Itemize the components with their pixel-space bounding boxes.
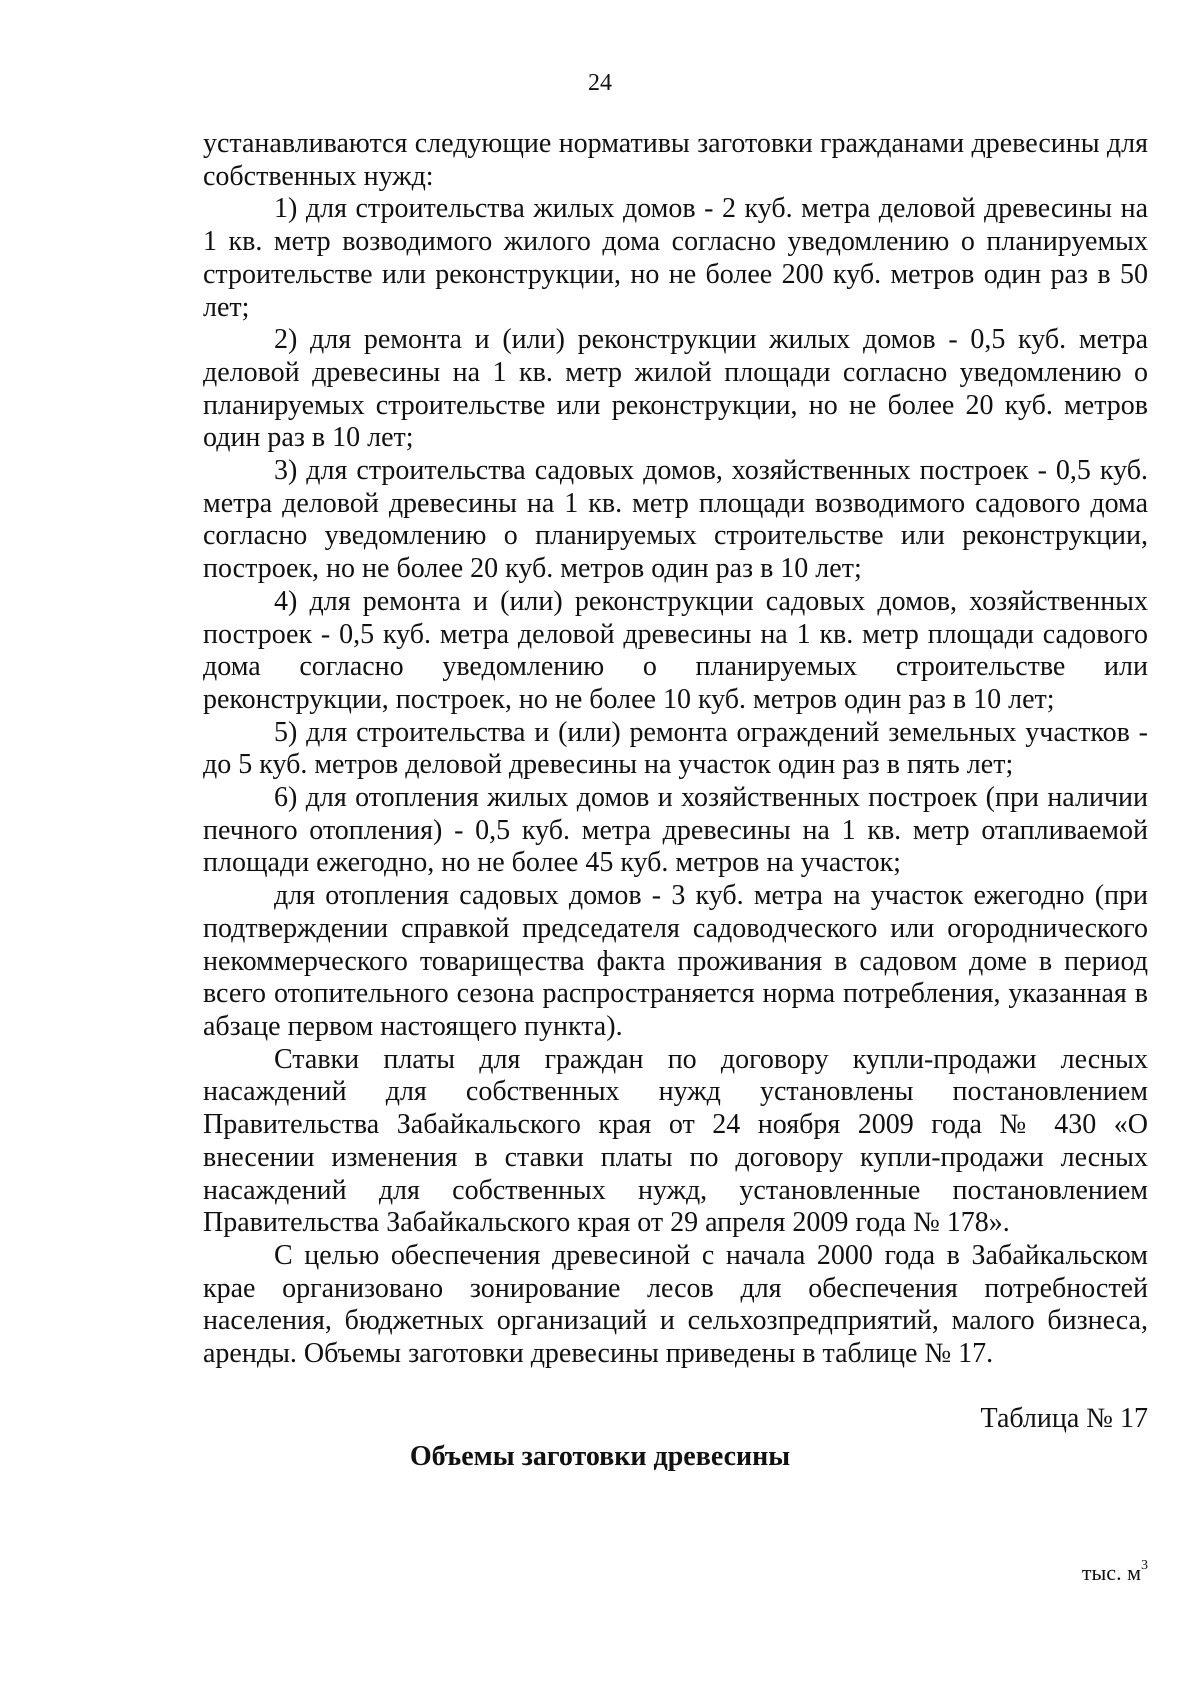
paragraph-zoning: С целью обеспечения древесиной с начала 2000 года в Забайкальском крае организовано зонирование лесов для обеспечения потребностей населения, бюджетных организаций и сельхозпредприятий, малого бизнеса, аренды. Объемы заготовки древесины приведены в таблице № 17.: [203, 1239, 1148, 1370]
units-label: [1082, 1552, 1148, 1587]
paragraph-item-6: 6) для отопления жилых домов и хозяйственных построек (при наличии печного отопления) - 0,5 куб. метра древесины на 1 кв. метр отапливаемой площади ежегодно, но не более 45 куб. метров на участок;: [203, 782, 1148, 879]
paragraph-item-2: 2) для ремонта и (или) реконструкции жилых домов - 0,5 куб. метра деловой древесины на 1 кв. метр жилой площади согласно уведомлению о планируемых строительстве или реконструкции, но не более 20 куб. метров один раз в 10 лет;: [203, 324, 1148, 454]
table-label: Таблица № 17: [980, 1403, 1148, 1434]
paragraph-item-5: 5) для строительства и (или) ремонта ограждений земельных участков - до 5 куб. метров деловой древесины на участок один раз в пять лет;: [203, 716, 1148, 781]
page-number: 24: [588, 70, 612, 96]
paragraph-garden-heating: для отопления садовых домов - 3 куб. метра на участок ежегодно (при подтверждении справкой председателя садоводческого или огороднического некоммерческого товарищества факта проживания в садовом доме в период всего отопительного сезона распространяется норма потребления, указанная в абзаце первом настоящего пункта).: [203, 880, 1148, 1042]
document-body: [203, 128, 1148, 1371]
paragraph-payment-rates: Ставки платы для граждан по договору купли-продажи лесных насаждений для собственных нужд установлены постановлением Правительства Забайкальского края от 24 ноября 2009 года № 430 «О внесении изменения в ставки платы по договору купли-продажи лесных насаждений для собственных нужд, установленные постановлением Правительства Забайкальского края от 29 апреля 2009 года № 178».: [203, 1043, 1148, 1239]
table-title: Объемы заготовки древесины: [409, 1441, 791, 1472]
paragraph-item-3: 3) для строительства садовых домов, хозяйственных построек - 0,5 куб. метра деловой древесины на 1 кв. метр площади возводимого садового дома согласно уведомлению о планируемых строительстве или реконструкции, построек, но не более 20 куб. метров один раз в 10 лет;: [203, 455, 1148, 585]
units-superscript: 3: [1141, 1558, 1148, 1573]
paragraph-item-4: 4) для ремонта и (или) реконструкции садовых домов, хозяйственных построек - 0,5 куб. метра деловой древесины на 1 кв. метр площади садового дома согласно уведомлению о планируемых строительстве или реконструкции, построек, но не более 10 куб. метров один раз в 10 лет;: [203, 585, 1148, 715]
paragraph-item-1: 1) для строительства жилых домов - 2 куб. метра деловой древесины на 1 кв. метр возводимого жилого дома согласно уведомлению о планируемых строительстве или реконструкции, но не более 200 куб. метров один раз в 50 лет;: [203, 193, 1148, 323]
units-text: тыс. м: [1081, 1560, 1141, 1585]
paragraph-intro: устанавливаются следующие нормативы заготовки гражданами древесины для собственных нужд:: [203, 128, 1148, 192]
